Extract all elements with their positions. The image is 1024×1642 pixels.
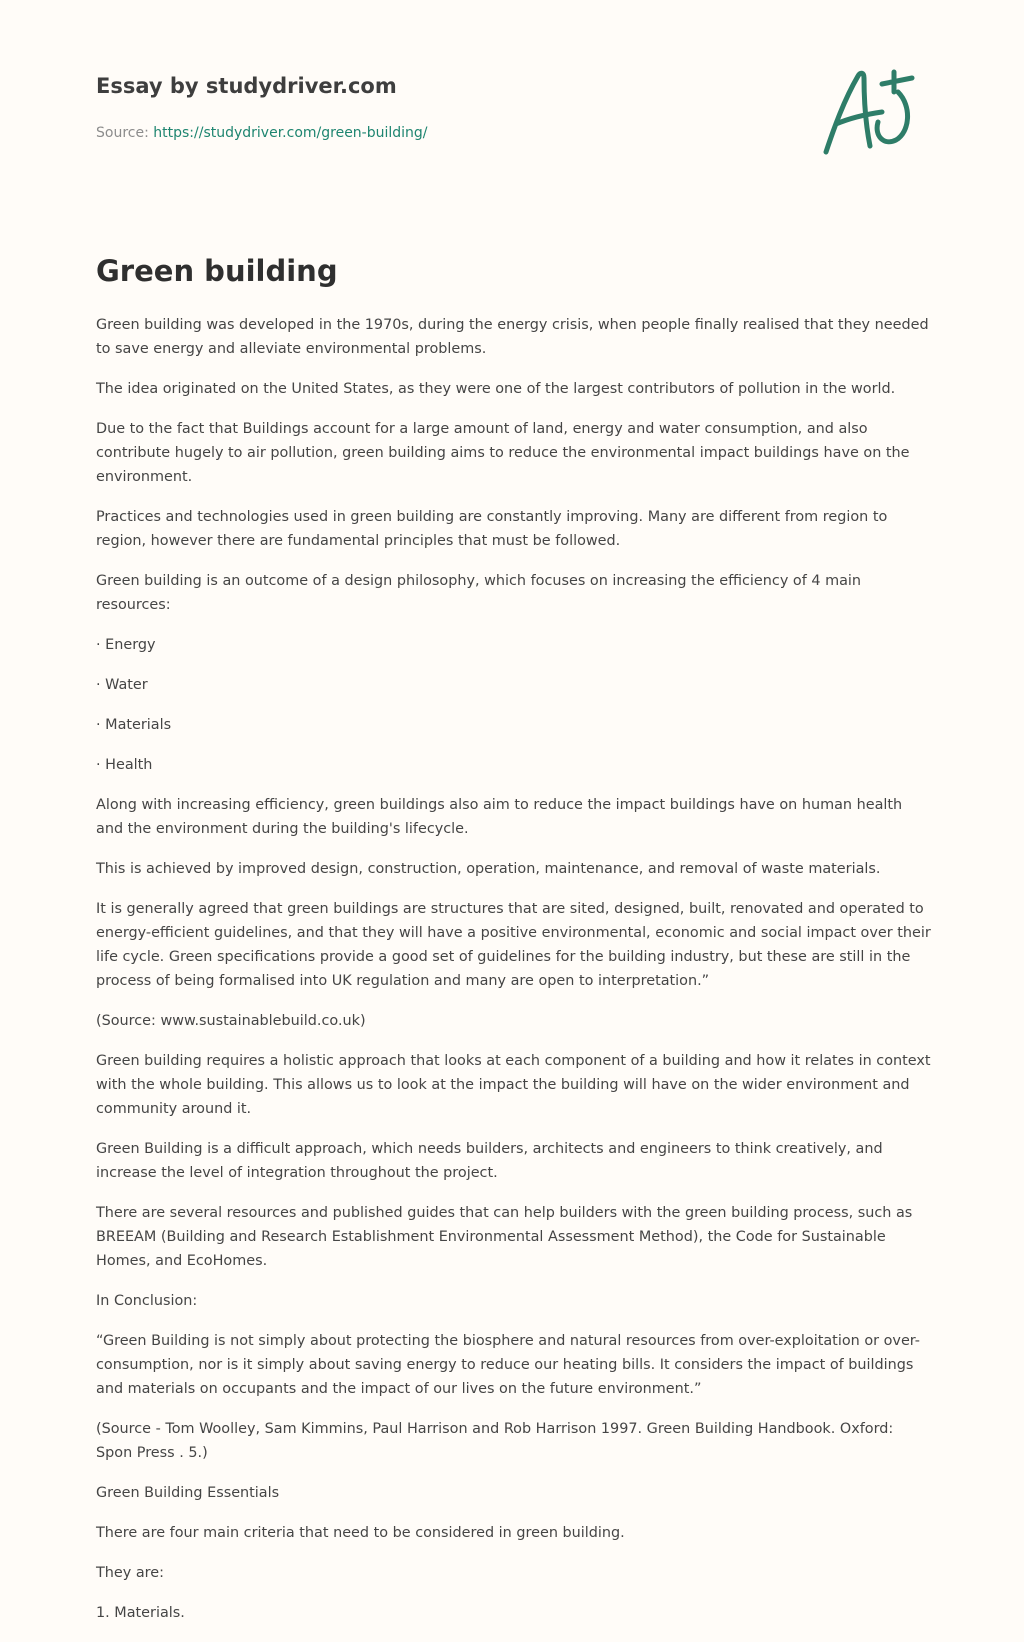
list-item: · Energy bbox=[96, 637, 156, 653]
paragraph: Green building requires a holistic approach that looks at each component of a building and how it relates in context with the whole building. This allows us to look at the impact the building will have on the wider environment and community around it. bbox=[96, 1053, 931, 1117]
site-title: Essay by studydriver.com bbox=[96, 74, 397, 98]
paragraph: Green building is an outcome of a design philosophy, which focuses on increasing the efficiency of 4 main resources: bbox=[96, 573, 862, 613]
list-item: · Water bbox=[96, 677, 148, 693]
a-plus-logo-icon bbox=[820, 66, 930, 166]
paragraph: In Conclusion: bbox=[96, 1293, 198, 1309]
paragraph: Green Building is a difficult approach, which needs builders, architects and engineers to think creatively, and increase the level of integration throughout the project. bbox=[96, 1141, 883, 1181]
paragraph: Along with increasing efficiency, green buildings also aim to reduce the impact buildings have on human health and the environment during the building's lifecycle. bbox=[96, 797, 903, 837]
paragraph: Practices and technologies used in green building are constantly improving. Many are different from region to region, however there are fundamental principles that must be followed. bbox=[96, 509, 888, 549]
list-item: 1. Materials. bbox=[96, 1605, 185, 1621]
source-line bbox=[96, 125, 428, 141]
paragraph: There are several resources and published guides that can help builders with the green building process, such as BREEAM (Building and Research Establishment Environmental Assessment Method), the Code for Sustainable Homes, and EcoHomes. bbox=[96, 1205, 913, 1269]
list-item: · Health bbox=[96, 757, 153, 773]
essay-body bbox=[96, 313, 932, 1641]
paragraph: This is achieved by improved design, construction, operation, maintenance, and removal of waste materials. bbox=[96, 861, 881, 877]
quote: “Green Building is not simply about protecting the biosphere and natural resources from over-exploitation or over-consumption, nor is it simply about saving energy to reduce our heating bills. It considers the impact of buildings and materials on occupants and the impact of our lives on the future environment.” bbox=[96, 1333, 920, 1397]
a-plus-logo-svg bbox=[820, 66, 930, 166]
paragraph: The idea originated on the United States, as they were one of the largest contributors of pollution in the world. bbox=[96, 381, 896, 397]
citation: (Source - Tom Woolley, Sam Kimmins, Paul Harrison and Rob Harrison 1997. Green Building Handbook. Oxford: Spon Press . 5.) bbox=[96, 1421, 894, 1461]
list-item: · Materials bbox=[96, 717, 172, 733]
essay-title: Green building bbox=[96, 254, 338, 288]
paragraph: They are: bbox=[96, 1565, 164, 1581]
source-label: Source: bbox=[96, 125, 149, 141]
paragraph: There are four main criteria that need to be considered in green building. bbox=[96, 1525, 625, 1541]
section-heading: Green Building Essentials bbox=[96, 1485, 280, 1501]
paragraph: Green building was developed in the 1970s, during the energy crisis, when people finally realised that they needed to save energy and alleviate environmental problems. bbox=[96, 317, 929, 357]
paragraph: Due to the fact that Buildings account for a large amount of land, energy and water consumption, and also contribute hugely to air pollution, green building aims to reduce the environmental impact buildings have on the environment. bbox=[96, 421, 910, 485]
citation: (Source: www.sustainablebuild.co.uk) bbox=[96, 1013, 366, 1029]
source-link[interactable]: https://studydriver.com/green-building/ bbox=[153, 125, 428, 141]
paragraph: It is generally agreed that green buildings are structures that are sited, designed, built, renovated and operated to energy-efficient guidelines, and that they will have a positive environmental, economic and social impact over their life cycle. Green specifications provide a good set of guidelines for the building industry, but these are still in the process of being formalised into UK regulation and many are open to interpretation.” bbox=[96, 901, 931, 989]
